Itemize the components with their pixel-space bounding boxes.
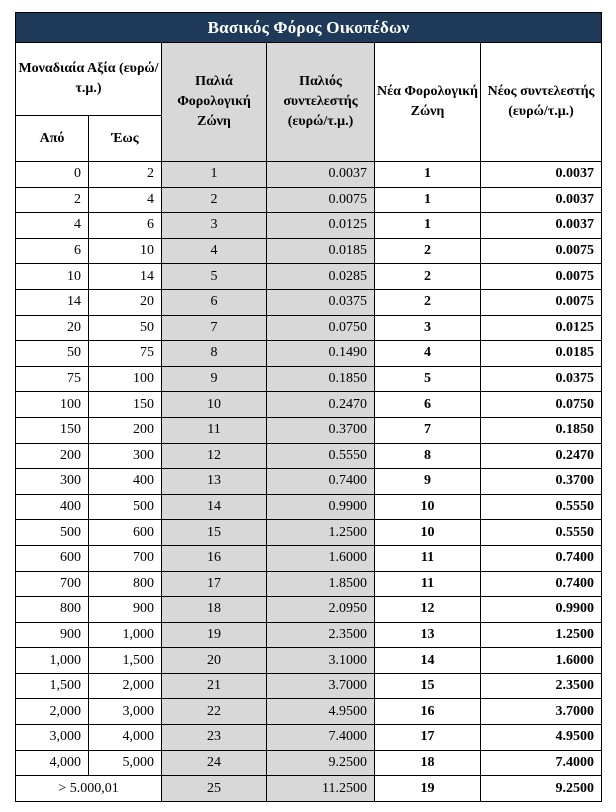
cell-new-coef: 0.0075 [481,264,602,290]
cell-new-zone: 1 [375,187,481,213]
cell-old-zone: 13 [162,469,267,495]
cell-new-zone: 2 [375,238,481,264]
cell-new-zone: 2 [375,264,481,290]
header-old-coef: Παλιός συντελεστής (ευρώ/τ.μ.) [267,43,375,162]
header-old-zone: Παλιά Φορολογική Ζώνη [162,43,267,162]
table-row [16,417,602,443]
cell-new-zone: 1 [375,162,481,188]
cell-new-zone: 4 [375,341,481,367]
header-to: Έως [89,116,162,162]
cell-old-coef: 2.3500 [267,622,375,648]
cell-to: 6 [89,213,162,239]
cell-old-coef: 0.0125 [267,213,375,239]
cell-from: 14 [16,289,89,315]
cell-to: 100 [89,366,162,392]
cell-old-coef: 0.1850 [267,366,375,392]
cell-new-coef: 0.1850 [481,417,602,443]
cell-old-coef: 1.2500 [267,520,375,546]
cell-old-zone: 2 [162,187,267,213]
cell-new-coef: 0.5550 [481,494,602,520]
cell-old-zone: 3 [162,213,267,239]
table-row [16,238,602,264]
cell-new-zone: 18 [375,750,481,776]
cell-to: 900 [89,597,162,623]
table-row [16,648,602,674]
cell-from: 75 [16,366,89,392]
table-row [16,699,602,725]
cell-old-coef: 0.3700 [267,417,375,443]
cell-from: 900 [16,622,89,648]
table-body [16,162,602,802]
cell-from: 2,000 [16,699,89,725]
cell-new-coef: 1.6000 [481,648,602,674]
cell-new-coef: 9.2500 [481,776,602,802]
cell-new-coef: 0.7400 [481,571,602,597]
cell-new-coef: 0.0037 [481,213,602,239]
cell-from: 300 [16,469,89,495]
cell-from: 150 [16,417,89,443]
cell-new-zone: 3 [375,315,481,341]
cell-new-zone: 11 [375,545,481,571]
cell-old-zone: 24 [162,750,267,776]
cell-from: 1,500 [16,673,89,699]
cell-old-coef: 0.2470 [267,392,375,418]
cell-old-coef: 4.9500 [267,699,375,725]
cell-from: 100 [16,392,89,418]
cell-to: 2 [89,162,162,188]
cell-from: 600 [16,545,89,571]
cell-to: 400 [89,469,162,495]
cell-old-coef: 0.0285 [267,264,375,290]
cell-to: 75 [89,341,162,367]
cell-new-coef: 0.0037 [481,162,602,188]
cell-to: 5,000 [89,750,162,776]
cell-old-coef: 0.0185 [267,238,375,264]
cell-new-zone: 2 [375,289,481,315]
cell-new-coef: 0.0037 [481,187,602,213]
cell-new-zone: 8 [375,443,481,469]
table-row [16,597,602,623]
cell-from: 4,000 [16,750,89,776]
cell-old-coef: 3.7000 [267,673,375,699]
cell-to: 10 [89,238,162,264]
cell-to: 300 [89,443,162,469]
cell-old-zone: 9 [162,366,267,392]
cell-new-coef: 0.9900 [481,597,602,623]
table-row [16,213,602,239]
cell-new-coef: 2.3500 [481,673,602,699]
cell-new-coef: 0.5550 [481,520,602,546]
cell-old-zone: 17 [162,571,267,597]
cell-old-zone: 12 [162,443,267,469]
cell-to: 200 [89,417,162,443]
cell-from: 200 [16,443,89,469]
table-row [16,392,602,418]
cell-old-coef: 0.0375 [267,289,375,315]
cell-range: > 5.000,01 [16,776,162,802]
table-row [16,725,602,751]
cell-new-zone: 5 [375,366,481,392]
cell-from: 20 [16,315,89,341]
cell-old-coef: 11.2500 [267,776,375,802]
cell-old-coef: 0.5550 [267,443,375,469]
cell-to: 150 [89,392,162,418]
table-row-last [16,776,602,802]
cell-old-zone: 7 [162,315,267,341]
cell-from: 500 [16,520,89,546]
cell-old-zone: 15 [162,520,267,546]
table-row [16,341,602,367]
cell-old-zone: 25 [162,776,267,802]
cell-old-zone: 23 [162,725,267,751]
cell-new-zone: 7 [375,417,481,443]
cell-from: 0 [16,162,89,188]
cell-new-zone: 6 [375,392,481,418]
cell-new-zone: 12 [375,597,481,623]
cell-old-zone: 16 [162,545,267,571]
cell-new-coef: 0.7400 [481,545,602,571]
cell-from: 4 [16,213,89,239]
cell-to: 500 [89,494,162,520]
table-title: Βασικός Φόρος Οικοπέδων [16,13,602,43]
cell-to: 4,000 [89,725,162,751]
cell-to: 20 [89,289,162,315]
cell-new-zone: 1 [375,213,481,239]
cell-to: 14 [89,264,162,290]
cell-old-zone: 21 [162,673,267,699]
table-row [16,289,602,315]
cell-from: 10 [16,264,89,290]
cell-from: 2 [16,187,89,213]
cell-new-zone: 14 [375,648,481,674]
header-from: Από [16,116,89,162]
cell-from: 700 [16,571,89,597]
cell-new-coef: 0.0750 [481,392,602,418]
header-new-coef: Νέος συντελεστής (ευρώ/τ.μ.) [481,43,602,162]
cell-old-coef: 0.0075 [267,187,375,213]
table-row [16,264,602,290]
cell-new-coef: 0.0075 [481,238,602,264]
table-row [16,673,602,699]
cell-to: 2,000 [89,673,162,699]
cell-from: 1,000 [16,648,89,674]
cell-new-coef: 3.7000 [481,699,602,725]
cell-old-zone: 4 [162,238,267,264]
cell-new-coef: 0.0375 [481,366,602,392]
header-new-zone: Νέα Φορολογική Ζώνη [375,43,481,162]
cell-old-coef: 1.8500 [267,571,375,597]
cell-to: 700 [89,545,162,571]
cell-old-zone: 5 [162,264,267,290]
cell-new-coef: 1.2500 [481,622,602,648]
cell-to: 1,000 [89,622,162,648]
cell-old-zone: 20 [162,648,267,674]
cell-old-coef: 2.0950 [267,597,375,623]
cell-new-zone: 9 [375,469,481,495]
table-row [16,366,602,392]
cell-old-zone: 11 [162,417,267,443]
cell-new-zone: 19 [375,776,481,802]
cell-new-coef: 0.0185 [481,341,602,367]
table-row [16,545,602,571]
cell-new-zone: 17 [375,725,481,751]
cell-old-coef: 7.4000 [267,725,375,751]
cell-old-coef: 0.7400 [267,469,375,495]
cell-old-coef: 0.9900 [267,494,375,520]
cell-from: 6 [16,238,89,264]
cell-new-coef: 0.3700 [481,469,602,495]
cell-old-zone: 18 [162,597,267,623]
cell-to: 3,000 [89,699,162,725]
cell-old-coef: 0.1490 [267,341,375,367]
cell-old-coef: 1.6000 [267,545,375,571]
cell-from: 400 [16,494,89,520]
cell-from: 3,000 [16,725,89,751]
table-row [16,622,602,648]
cell-new-zone: 15 [375,673,481,699]
table-row [16,443,602,469]
land-tax-table [15,12,602,802]
table-row [16,187,602,213]
cell-new-zone: 10 [375,520,481,546]
cell-from: 50 [16,341,89,367]
table-row [16,520,602,546]
cell-old-zone: 6 [162,289,267,315]
cell-new-coef: 0.2470 [481,443,602,469]
table-row [16,571,602,597]
cell-old-coef: 9.2500 [267,750,375,776]
cell-new-coef: 0.0125 [481,315,602,341]
cell-to: 800 [89,571,162,597]
cell-to: 50 [89,315,162,341]
cell-old-zone: 19 [162,622,267,648]
cell-new-coef: 0.0075 [481,289,602,315]
cell-old-coef: 3.1000 [267,648,375,674]
cell-old-zone: 1 [162,162,267,188]
cell-old-zone: 14 [162,494,267,520]
cell-new-coef: 4.9500 [481,725,602,751]
cell-new-zone: 16 [375,699,481,725]
cell-old-zone: 8 [162,341,267,367]
cell-to: 600 [89,520,162,546]
cell-new-zone: 11 [375,571,481,597]
cell-from: 800 [16,597,89,623]
cell-new-zone: 13 [375,622,481,648]
cell-old-zone: 10 [162,392,267,418]
cell-old-zone: 22 [162,699,267,725]
table-row [16,750,602,776]
cell-new-zone: 10 [375,494,481,520]
table-row [16,162,602,188]
cell-old-coef: 0.0037 [267,162,375,188]
header-unit-value: Μοναδιαία Αξία (ευρώ/τ.μ.) [16,43,162,116]
cell-to: 4 [89,187,162,213]
cell-new-coef: 7.4000 [481,750,602,776]
table-row [16,469,602,495]
table-row [16,494,602,520]
cell-to: 1,500 [89,648,162,674]
cell-old-coef: 0.0750 [267,315,375,341]
table-row [16,315,602,341]
